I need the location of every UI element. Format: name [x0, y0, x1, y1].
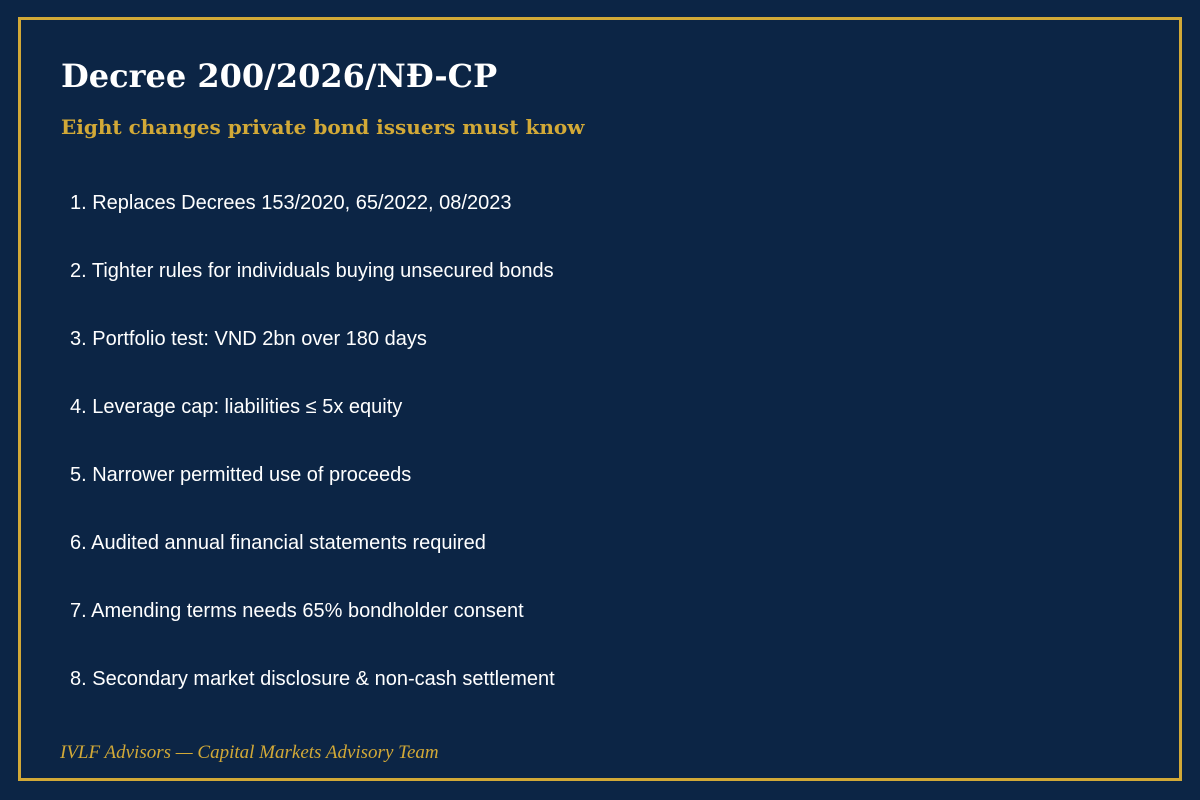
change-item-8: 8. Secondary market disclosure & non-cash settlement	[70, 668, 555, 690]
slide-subtitle: Eight changes private bond issuers must know	[61, 115, 585, 139]
footer-credit: IVLF Advisors — Capital Markets Advisory Team	[60, 742, 439, 763]
change-item-5: 5. Narrower permitted use of proceeds	[70, 464, 412, 486]
change-list	[70, 186, 555, 730]
change-item-7: 7. Amending terms needs 65% bondholder consent	[70, 600, 524, 622]
change-item-6: 6. Audited annual financial statements required	[70, 532, 486, 554]
change-item-3: 3. Portfolio test: VND 2bn over 180 days	[70, 328, 427, 350]
change-item-2: 2. Tighter rules for individuals buying unsecured bonds	[70, 260, 554, 282]
slide-title: Decree 200/2026/NĐ-CP	[61, 57, 498, 95]
change-item-1: 1. Replaces Decrees 153/2020, 65/2022, 08/2023	[70, 192, 512, 214]
change-item-4: 4. Leverage cap: liabilities ≤ 5x equity	[70, 396, 403, 418]
